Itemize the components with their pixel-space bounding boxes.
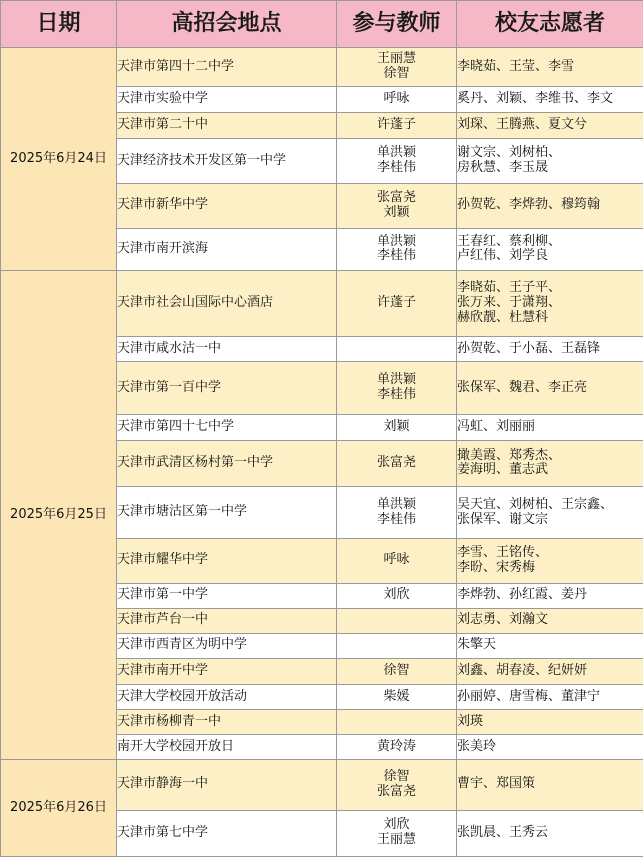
teacher-cell: 刘欣: [337, 583, 457, 608]
alumni-cell: 李晓茹、王莹、李雪: [457, 48, 643, 87]
venue-cell: 天津市第四十七中学: [117, 414, 337, 440]
table-row: [1, 760, 643, 810]
teacher-cell: 柴媛: [337, 684, 457, 709]
teacher-cell: [337, 710, 457, 735]
alumni-cell: 刘鑫、胡春凌、纪妍妍: [457, 658, 643, 684]
date-cell: 2025年6月26日: [1, 760, 117, 857]
alumni-cell: 冯虹、刘丽丽: [457, 414, 643, 440]
alumni-cell: 李雪、王铭传、 李昐、宋秀梅: [457, 539, 643, 583]
teacher-cell: [337, 337, 457, 362]
venue-cell: 天津市西青区为明中学: [117, 633, 337, 658]
alumni-cell: 张保军、魏君、李正亮: [457, 362, 643, 414]
venue-cell: 天津市耀华中学: [117, 539, 337, 583]
venue-cell: 天津市咸水沽一中: [117, 337, 337, 362]
alumni-cell: 张凯晨、王秀云: [457, 810, 643, 856]
teacher-cell: 单洪颖 李桂伟: [337, 487, 457, 539]
alumni-cell: 刘志勇、刘瀚文: [457, 608, 643, 633]
venue-cell: 天津经济技术开发区第一中学: [117, 139, 337, 183]
alumni-cell: 张美玲: [457, 735, 643, 760]
alumni-cell: 孙丽婷、唐雪梅、董津宁: [457, 684, 643, 709]
venue-cell: 天津市第二十中: [117, 113, 337, 139]
venue-cell: 天津市新华中学: [117, 183, 337, 228]
venue-cell: 天津市第一百中学: [117, 362, 337, 414]
alumni-cell: 孙贺乾、于小磊、王磊锋: [457, 337, 643, 362]
venue-cell: 天津市塘沽区第一中学: [117, 487, 337, 539]
alumni-cell: 撖美霞、郑秀杰、 姜海明、董志武: [457, 440, 643, 486]
teacher-cell: 许蓬子: [337, 113, 457, 139]
venue-cell: 天津市南开中学: [117, 658, 337, 684]
teacher-cell: [337, 608, 457, 633]
teacher-cell: 刘颖: [337, 414, 457, 440]
venue-cell: 天津市芦台一中: [117, 608, 337, 633]
venue-cell: 南开大学校园开放日: [117, 735, 337, 760]
header-venue: 高招会地点: [117, 1, 337, 48]
venue-cell: 天津市社会山国际中心酒店: [117, 271, 337, 337]
teacher-cell: 张富尧: [337, 440, 457, 486]
venue-cell: 天津市第四十二中学: [117, 48, 337, 87]
venue-cell: 天津市武清区杨村第一中学: [117, 440, 337, 486]
alumni-cell: 刘琛、王腾燕、夏文兮: [457, 113, 643, 139]
teacher-cell: 单洪颖 李桂伟: [337, 139, 457, 183]
alumni-cell: 奚丹、刘颖、李维书、李文: [457, 87, 643, 113]
teacher-cell: 呼咏: [337, 87, 457, 113]
teacher-cell: 徐智 张富尧: [337, 760, 457, 810]
teacher-cell: 黄玲涛: [337, 735, 457, 760]
venue-cell: 天津市第七中学: [117, 810, 337, 856]
table-row: [1, 271, 643, 337]
teacher-cell: 呼咏: [337, 539, 457, 583]
alumni-cell: 朱擎天: [457, 633, 643, 658]
teacher-cell: 单洪颖 李桂伟: [337, 362, 457, 414]
header-alumni: 校友志愿者: [457, 1, 643, 48]
teacher-cell: 许蓬子: [337, 271, 457, 337]
venue-cell: 天津市实验中学: [117, 87, 337, 113]
venue-cell: 天津市第一中学: [117, 583, 337, 608]
alumni-cell: 曹宇、郑国策: [457, 760, 643, 810]
venue-cell: 天津市杨柳青一中: [117, 710, 337, 735]
header-date: 日期: [1, 1, 117, 48]
teacher-cell: 刘欣 王丽慧: [337, 810, 457, 856]
teacher-cell: 王丽慧 徐智: [337, 48, 457, 87]
table-row: [1, 48, 643, 87]
teacher-cell: 单洪颖 李桂伟: [337, 228, 457, 270]
alumni-cell: 李烨勃、孙红霞、姜丹: [457, 583, 643, 608]
venue-cell: 天津大学校园开放活动: [117, 684, 337, 709]
alumni-cell: 吴天宜、刘树柏、王宗鑫、 张保军、谢文宗: [457, 487, 643, 539]
alumni-cell: 刘瑛: [457, 710, 643, 735]
alumni-cell: 王春红、蔡利柳、 卢红伟、刘学良: [457, 228, 643, 270]
teacher-cell: [337, 633, 457, 658]
date-cell: 2025年6月24日: [1, 48, 117, 271]
venue-cell: 天津市静海一中: [117, 760, 337, 810]
header-row: [1, 1, 643, 48]
teacher-cell: 张富尧 刘颖: [337, 183, 457, 228]
teacher-cell: 徐智: [337, 658, 457, 684]
venue-cell: 天津市南开滨海: [117, 228, 337, 270]
alumni-cell: 李晓茹、王子平、 张万来、于潇翔、 赫欣靓、杜慧科: [457, 271, 643, 337]
date-cell: 2025年6月25日: [1, 271, 117, 760]
alumni-cell: 谢文宗、刘树柏、 房秋慧、李玉晟: [457, 139, 643, 183]
alumni-cell: 孙贺乾、李烨勃、穆筠翰: [457, 183, 643, 228]
header-teachers: 参与教师: [337, 1, 457, 48]
